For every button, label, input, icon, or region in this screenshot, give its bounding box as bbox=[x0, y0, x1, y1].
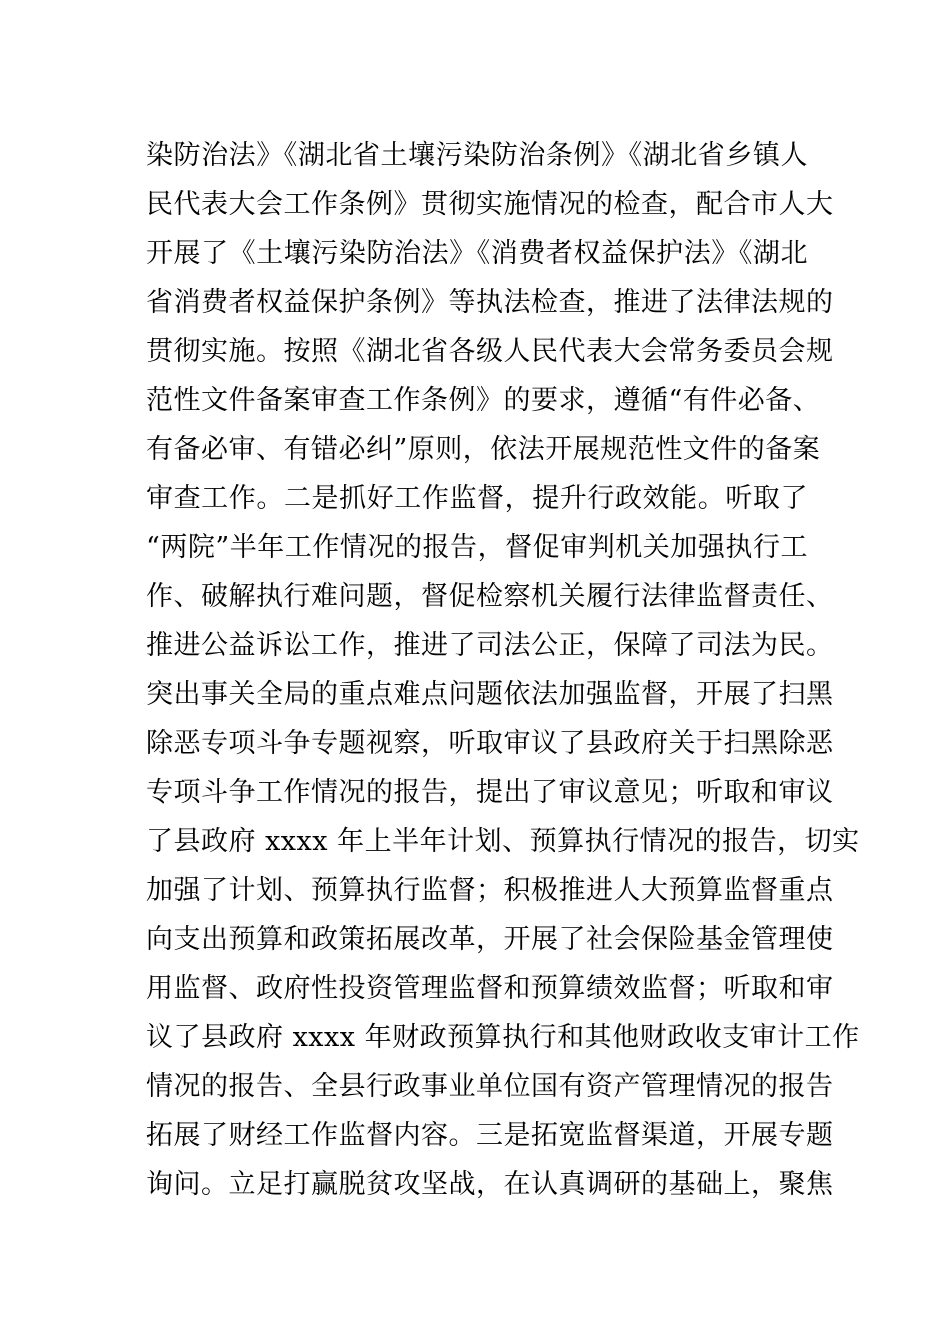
text-line-3: 开展了《土壤污染防治法》《消费者权益保护法》《湖北 bbox=[146, 238, 808, 269]
body-text bbox=[146, 131, 860, 1209]
text-line-8: 审查工作。二是抓好工作监督，提升行政效能。听取了 bbox=[146, 483, 808, 514]
text-line-14: 专项斗争工作情况的报告，提出了审议意见；听取和审议 bbox=[146, 777, 834, 808]
text-line-7: 有备必审、有错必纠”原则，依法开展规范性文件的备案 bbox=[146, 434, 821, 465]
text-line-9: “两院”半年工作情况的报告，督促审判机关加强执行工 bbox=[146, 532, 808, 563]
text-line-12: 突出事关全局的重点难点问题依法加强监督，开展了扫黑 bbox=[146, 679, 834, 710]
text-line-11: 推进公益诉讼工作，推进了司法公正，保障了司法为民。 bbox=[146, 630, 834, 661]
text-line-5: 贯彻实施。按照《湖北省各级人民代表大会常务委员会规 bbox=[146, 336, 834, 367]
text-line-2: 民代表大会工作条例》贯彻实施情况的检查，配合市人大 bbox=[146, 189, 834, 220]
text-line-6: 范性文件备案审查工作条例》的要求，遵循“有件必备、 bbox=[146, 385, 821, 416]
text-line-15: 了县政府 xxxx 年上半年计划、预算执行情况的报告，切实 bbox=[146, 826, 860, 857]
text-line-13: 除恶专项斗争专题视察，听取审议了县政府关于扫黑除恶 bbox=[146, 728, 834, 759]
text-line-19: 议了县政府 xxxx 年财政预算执行和其他财政收支审计工作 bbox=[146, 1022, 860, 1053]
text-line-10: 作、破解执行难问题，督促检察机关履行法律监督责任、 bbox=[146, 581, 834, 612]
text-line-21: 拓展了财经工作监督内容。三是拓宽监督渠道，开展专题 bbox=[146, 1120, 834, 1151]
text-line-18: 用监督、政府性投资管理监督和预算绩效监督；听取和审 bbox=[146, 973, 834, 1004]
text-line-1: 染防治法》《湖北省土壤污染防治条例》《湖北省乡镇人 bbox=[146, 140, 808, 171]
text-line-17: 向支出预算和政策拓展改革，开展了社会保险基金管理使 bbox=[146, 924, 834, 955]
text-line-22: 询问。立足打赢脱贫攻坚战，在认真调研的基础上，聚焦 bbox=[146, 1169, 834, 1200]
text-line-20: 情况的报告、全县行政事业单位国有资产管理情况的报告 bbox=[146, 1071, 834, 1102]
text-line-4: 省消费者权益保护条例》等执法检查，推进了法律法规的 bbox=[146, 287, 834, 318]
text-line-16: 加强了计划、预算执行监督；积极推进人大预算监督重点 bbox=[146, 875, 834, 906]
